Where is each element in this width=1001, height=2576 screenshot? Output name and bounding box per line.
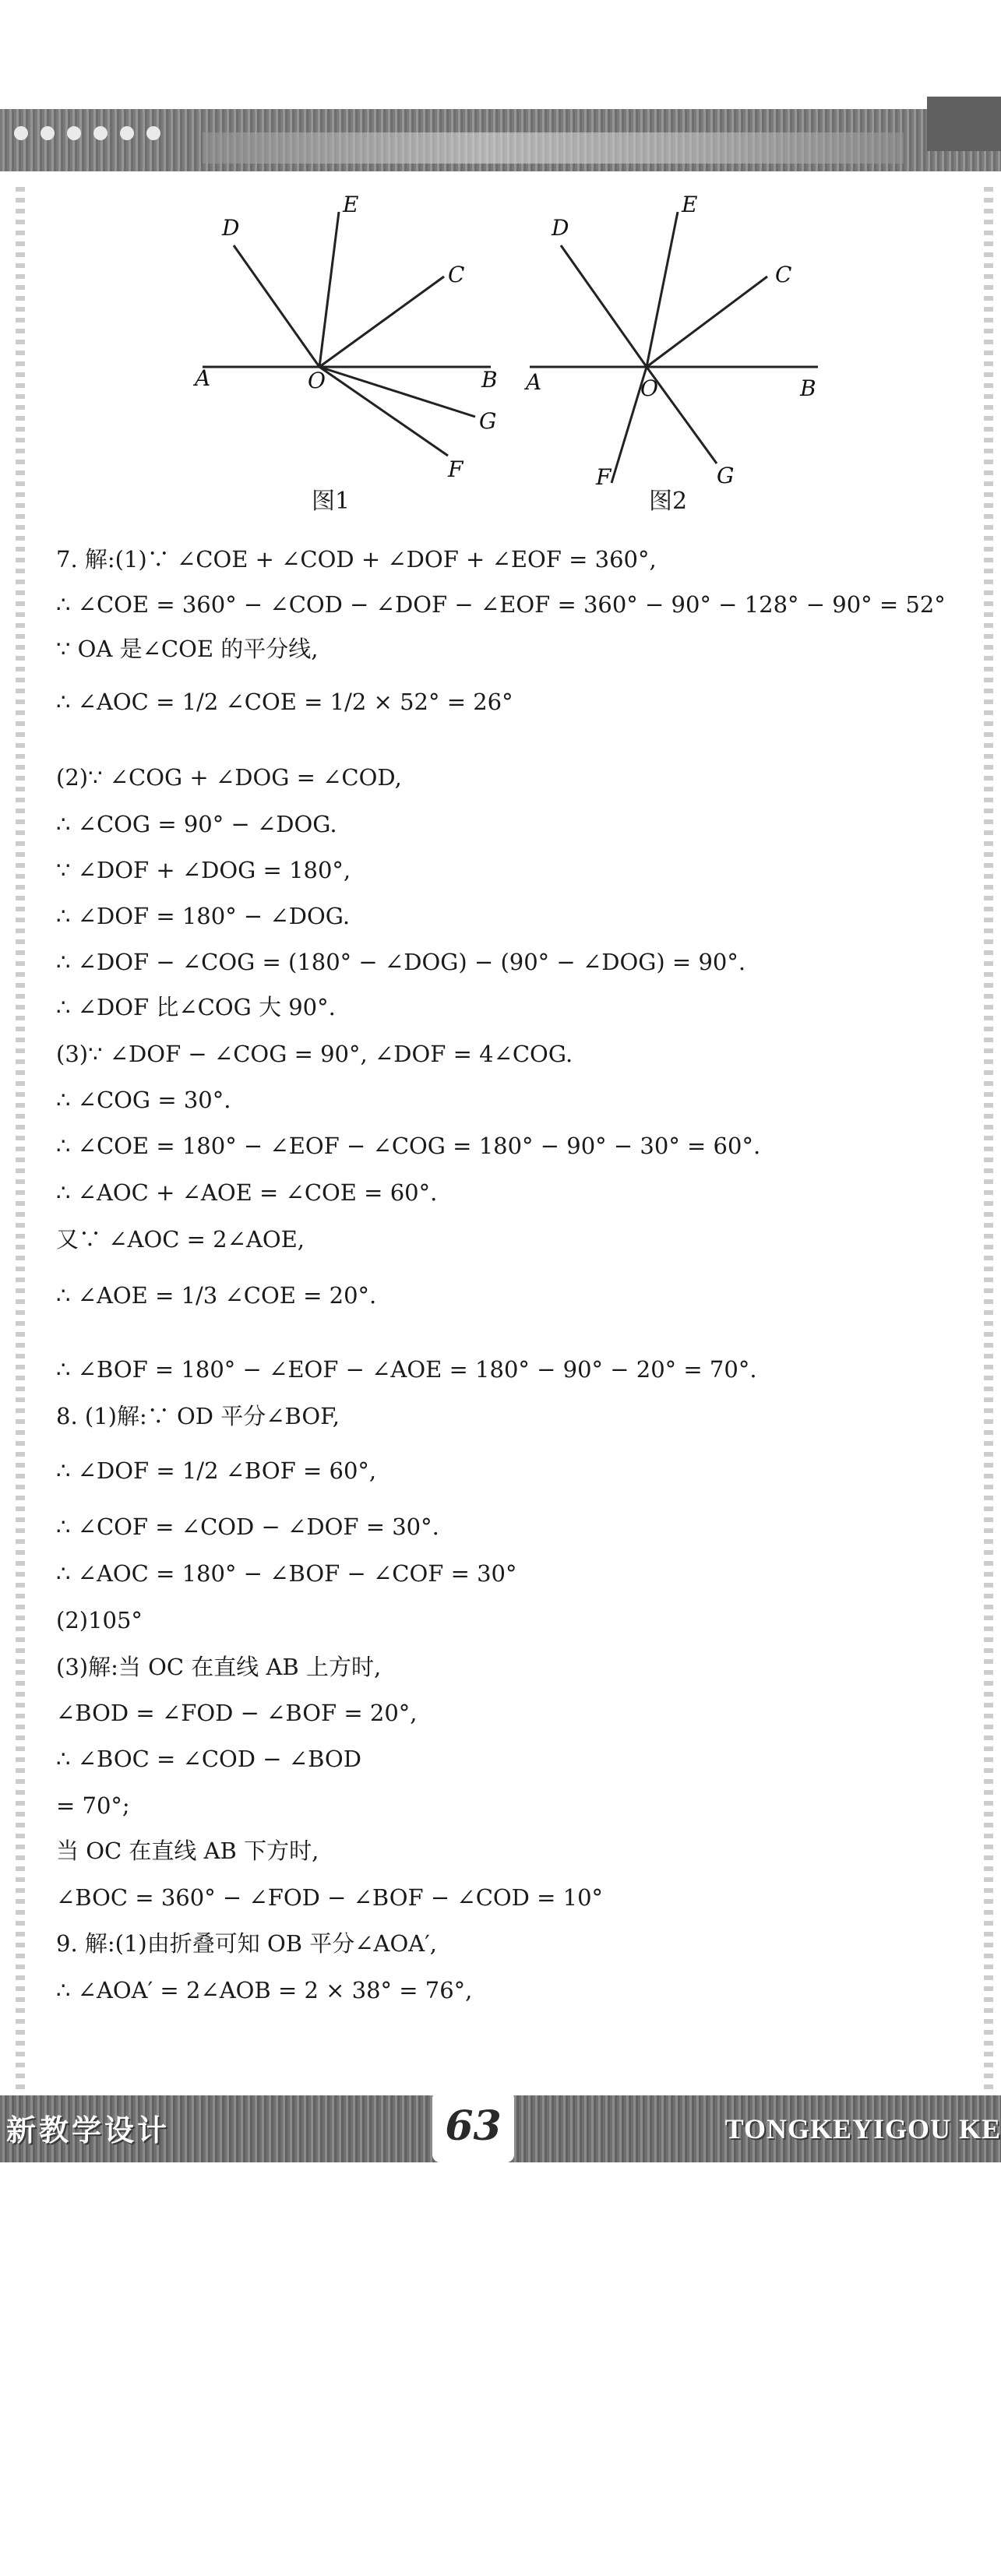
- page-number: 63: [432, 2091, 514, 2162]
- fig2-label-d: D: [552, 215, 569, 241]
- solution-line: ∴ ∠AOA′ = 2∠AOB = 2 × 38° = 76°,: [56, 1977, 473, 2003]
- fig1-label-e: E: [343, 195, 359, 217]
- solution-line: ∴ ∠COG = 90° − ∠DOG.: [56, 811, 337, 837]
- header-texture: [203, 132, 904, 164]
- solution-line: (3)∵ ∠DOF − ∠COG = 90°, ∠DOF = 4∠COG.: [56, 1041, 573, 1067]
- solution-line: ∴ ∠COE = 180° − ∠EOF − ∠COG = 180° − 90° − 30° = 60°.: [56, 1133, 761, 1159]
- solution-line: ∴ ∠AOC = 1/2 ∠COE = 1/2 × 52° = 26°: [56, 689, 513, 715]
- right-page-edge: [984, 187, 993, 2095]
- solution-line: (2)∵ ∠COG + ∠DOG = ∠COD,: [56, 764, 402, 791]
- left-page-edge: [16, 187, 25, 2095]
- geometry-figures: [179, 195, 849, 530]
- solution-line: ∴ ∠DOF − ∠COG = (180° − ∠DOG) − (90° − ∠DOG) = 90°.: [56, 949, 746, 975]
- figure-1-caption: 图1: [312, 488, 351, 515]
- solution-line: 当 OC 在直线 AB 下方时,: [56, 1838, 319, 1864]
- solution-line: ∠BOC = 360° − ∠FOD − ∠BOF − ∠COD = 10°: [56, 1884, 604, 1911]
- solution-line: ∴ ∠DOF = 1/2 ∠BOF = 60°,: [56, 1457, 377, 1484]
- solution-line: = 70°;: [56, 1792, 130, 1819]
- fig2-label-e: E: [682, 195, 698, 217]
- solution-line: ∴ ∠AOE = 1/3 ∠COE = 20°.: [56, 1282, 377, 1309]
- header-corner-block: [927, 97, 1001, 151]
- fig1-label-b: B: [481, 367, 498, 393]
- solution-line: 8. (1)解:∵ OD 平分∠BOF,: [56, 1403, 340, 1429]
- fig1-label-a: A: [195, 365, 211, 391]
- fig2-label-b: B: [800, 375, 816, 401]
- fig1-label-f: F: [448, 456, 463, 482]
- footer-brand: TONGKEYIGOU KE: [724, 2113, 1001, 2144]
- header-band: [0, 109, 1001, 171]
- fig2-label-c: C: [775, 262, 792, 287]
- fig2-label-a: A: [526, 369, 542, 395]
- solution-line: ∴ ∠COF = ∠COD − ∠DOF = 30°.: [56, 1514, 439, 1540]
- dot-icon: [14, 126, 28, 140]
- solution-line: 9. 解:(1)由折叠可知 OB 平分∠AOA′,: [56, 1930, 438, 1957]
- solution-line: ∴ ∠COE = 360° − ∠COD − ∠DOF − ∠EOF = 360° − 90° − 128° − 90° = 52°: [56, 591, 946, 618]
- solution-line: ∴ ∠BOC = ∠COD − ∠BOD: [56, 1746, 361, 1772]
- solution-line: ∠BOD = ∠FOD − ∠BOF = 20°,: [56, 1700, 418, 1726]
- figure-2-caption: 图2: [649, 488, 688, 515]
- solution-line: (2)105°: [56, 1607, 143, 1633]
- figure-1: [192, 195, 498, 482]
- dot-icon: [67, 126, 81, 140]
- dot-icon: [41, 126, 55, 140]
- figure-2: [523, 195, 818, 490]
- solution-line: ∴ ∠COG = 30°.: [56, 1087, 231, 1113]
- footer-band: [0, 2095, 1001, 2162]
- footer-title: 新教学设计: [6, 2113, 171, 2148]
- fig1-label-d: D: [222, 215, 240, 241]
- fig1-label-o: O: [308, 368, 326, 393]
- fig2-label-o: O: [640, 375, 658, 401]
- solution-line: ∴ ∠AOC = 180° − ∠BOF − ∠COF = 30°: [56, 1560, 517, 1587]
- fig2-label-f: F: [596, 464, 612, 490]
- solution-line: ∴ ∠DOF = 180° − ∠DOG.: [56, 903, 351, 929]
- dot-icon: [146, 126, 160, 140]
- solution-line: (3)解:当 OC 在直线 AB 上方时,: [56, 1654, 382, 1680]
- solution-line: ∵ OA 是∠COE 的平分线,: [56, 636, 319, 662]
- solution-line: ∴ ∠BOF = 180° − ∠EOF − ∠AOE = 180° − 90° − 20° = 70°.: [56, 1356, 757, 1383]
- dot-icon: [93, 126, 108, 140]
- solution-line: 又∵ ∠AOC = 2∠AOE,: [56, 1226, 305, 1253]
- solution-line: ∴ ∠AOC + ∠AOE = ∠COE = 60°.: [56, 1179, 438, 1206]
- fig1-label-g: G: [479, 408, 497, 434]
- fig1-label-c: C: [448, 262, 465, 287]
- solution-line: ∵ ∠DOF + ∠DOG = 180°,: [56, 857, 351, 883]
- figures-area: [179, 195, 849, 530]
- solution-line: 7. 解:(1)∵ ∠COE + ∠COD + ∠DOF + ∠EOF = 360°,: [56, 546, 657, 573]
- header-dots: [14, 126, 160, 140]
- fig2-label-g: G: [717, 463, 735, 488]
- dot-icon: [120, 126, 134, 140]
- solution-line: ∴ ∠DOF 比∠COG 大 90°.: [56, 994, 336, 1020]
